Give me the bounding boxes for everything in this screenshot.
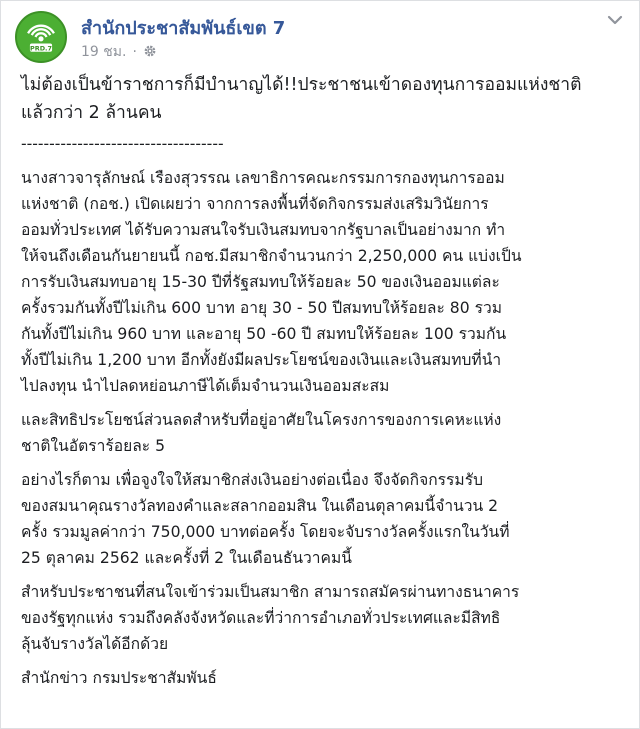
chevron-down-icon[interactable] [603, 11, 627, 29]
post-meta [81, 41, 157, 63]
avatar[interactable] [15, 11, 67, 63]
meta-separator: · [132, 44, 137, 60]
post-header [15, 11, 627, 63]
post-body [21, 71, 626, 699]
post-divider: ------------------------------------ [21, 135, 224, 153]
prd-logo-icon [17, 13, 65, 61]
post-headline: ไม่ต้องเป็นข้าราชการก็มีบำนาญได้!!ประชาชนเข้าดองทุนการออมแห่งชาติ แล้วกว่า 2 ล้านคน [21, 75, 582, 123]
post-paragraph: และสิทธิประโยชน์ส่วนลดสำหรับที่อยู่อาศัยในโครงการของการเคหะแห่ง ชาติในอัตราร้อยละ 5 [21, 411, 502, 455]
post-timestamp[interactable]: 19 ชม. [81, 44, 127, 60]
avatar-label: PRD.7 [30, 44, 52, 53]
gear-icon[interactable] [143, 44, 157, 58]
page-name-link[interactable]: สำนักประชาสัมพันธ์เขต 7 [81, 18, 286, 39]
post-paragraph: นางสาวจารุลักษณ์ เรืองสุวรรณ เลขาธิการคณะกรรมการกองทุนการออม แห่งชาติ (กอช.) เปิดเผยว่า จากการลงพื้นที่จัดกิจกรรมส่งเสริมวินัยการ ออมทั่วประเทศ ได้รับความสนใจรับเงินสมทบจากรัฐบาลเป็นอย่างมาก ทำ ให้จนถึงเดือนกันยายนนี้ กอช.มีสมาชิกจำนวนกว่า 2,250,000 คน แบ่งเป็น การรับเงินสมทบอายุ 15-30 ปีที่รัฐสมทบให้ร้อยละ 50 ของเงินออมแต่ละ ครั้งรวมกันทั้งปีไม่เกิน 600 บาท อายุ 30 - 50 ปีสมทบให้ร้อยละ 80 รวม กันทั้งปีไม่เกิน 960 บาท และอายุ 50 -60 ปี สมทบให้ร้อยละ 100 รวมกัน ทั้งปีไม่เกิน 1,200 บาท อีกทั้งยังมีผลประโยชน์ของเงินและเงินสมทบที่นำ ไปลงทุน นำไปลดหย่อนภาษีได้เต็มจำนวนเงินออมสะสม [21, 169, 522, 395]
post-source: สำนักข่าว กรมประชาสัมพันธ์ [21, 669, 217, 687]
post-paragraph: สำหรับประชาชนที่สนใจเข้าร่วมเป็นสมาชิก สามารถสมัครผ่านทางธนาคาร ของรัฐทุกแห่ง รวมถึงคลังจังหวัดและที่ว่าการอำเภอทั่วประเทศและมีสิทธิ ลุ้นจับรางวัลได้อีกด้วย [21, 583, 520, 653]
post-paragraph: อย่างไรก็ตาม เพื่อจูงใจให้สมาชิกส่งเงินอย่างต่อเนื่อง จึงจัดกิจกรรมรับ ของสมนาคุณรางวัลทองคำและสลากออมสิน ในเดือนตุลาคมนี้จำนวน 2 ครั้ง รวมมูลค่ากว่า 750,000 บาทต่อครั้ง โดยจะจับรางวัลครั้งแรกในวันที่ 25 ตุลาคม 2562 และครั้งที่ 2 ในเดือนธันวาคมนี้ [21, 471, 510, 567]
